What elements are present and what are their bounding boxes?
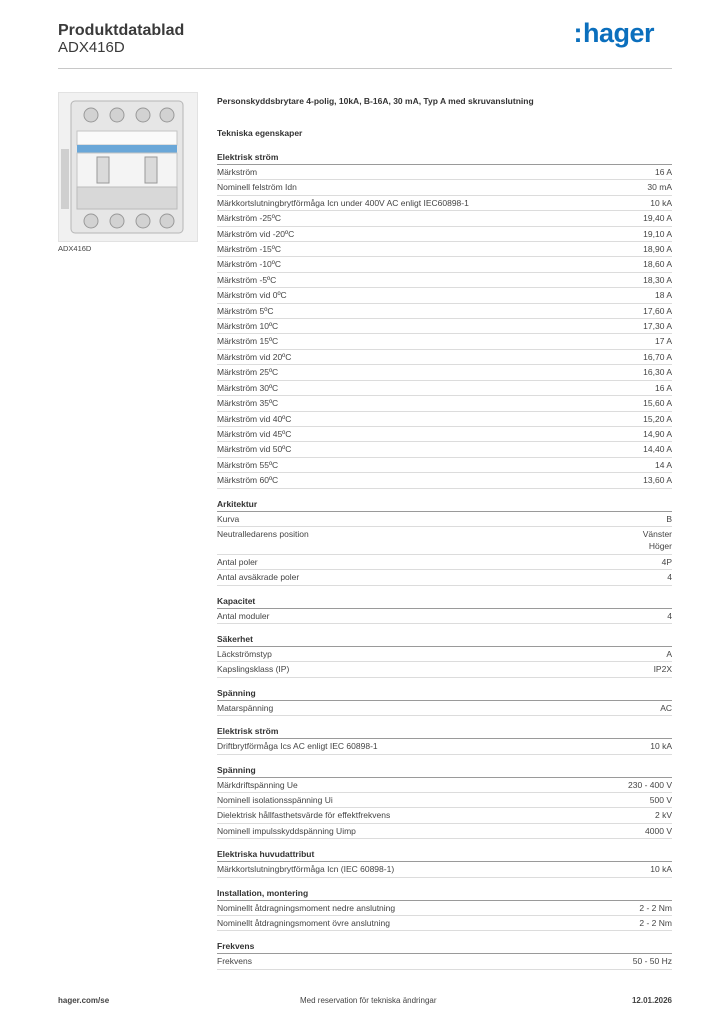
spec-value: 14,90 A [643,428,672,439]
spec-value: 4P [661,556,672,567]
spec-value: 17,30 A [643,321,672,332]
spec-value: 18,60 A [643,259,672,270]
spec-label: Antal poler [217,556,258,567]
spec-content [217,96,672,970]
spec-label: Märkström 5ºC [217,305,274,316]
spec-value: 16 A [654,167,672,177]
spec-label: Matarspänning [217,702,274,713]
spec-value: 19,10 A [643,228,672,239]
spec-row [217,916,672,931]
section-title: Säkerhet [217,634,672,647]
spec-value: AC [660,702,672,713]
spec-row [217,350,672,365]
section-title: Spänning [217,765,672,778]
page-footer [58,996,672,1010]
spec-row [217,458,672,473]
product-description: Personskyddsbrytare 4-polig, 10kA, B-16A, 30 mA, Typ A med skruvanslutning [217,96,534,106]
footer-disclaimer: Med reservation för tekniska ändringar [300,996,437,1005]
spec-label: Märkström 15ºC [217,336,279,347]
spec-value: 50 - 50 Hz [632,956,672,967]
document-title: Produktdatablad [58,22,185,39]
footer-date: 12.01.2026 [631,996,672,1005]
spec-value: B [666,513,672,524]
spec-section [217,765,672,840]
spec-row [217,647,672,662]
spec-value: 30 mA [647,182,672,193]
spec-row [217,862,672,877]
spec-value: 19,40 A [643,213,672,224]
product-code: ADX416D [58,39,125,56]
spec-section [217,596,672,624]
spec-value: 4000 V [645,825,672,836]
spec-label: Märkström vid 45ºC [217,428,292,439]
spec-row [217,165,672,180]
spec-label: Märkkortslutningbrytförmåga Icn (IEC 60898-1) [217,864,395,875]
spec-row [217,257,672,272]
spec-value: Vänster Höger [642,528,672,552]
spec-row [217,365,672,380]
spec-label: Märkström -15ºC [217,244,282,255]
spec-label: Märkström vid 0ºC [217,290,287,301]
spec-value: 17,60 A [643,305,672,316]
spec-label: Nominellt åtdragningsmoment nedre anslutning [217,902,396,913]
spec-value: 18 A [654,290,672,301]
spec-sections [217,152,672,970]
spec-label: Märkström vid -20ºC [217,228,295,239]
spec-row [217,334,672,349]
section-title: Frekvens [217,941,672,954]
image-caption: ADX416D [58,244,92,253]
spec-label: Kapslingsklass (IP) [217,664,290,675]
circuit-breaker-illustration [59,93,197,241]
spec-row [217,412,672,427]
spec-row [217,381,672,396]
spec-label: Märkström 35ºC [217,398,279,409]
section-title: Installation, montering [217,888,672,901]
spec-label: Neutralledarens position [217,528,309,539]
section-title: Kapacitet [217,596,672,609]
spec-row [217,527,672,555]
spec-label: Märkström vid 50ºC [217,444,292,455]
spec-row [217,396,672,411]
spec-row [217,824,672,839]
spec-label: Nominell felström Idn [217,182,297,193]
spec-value: 16,70 A [643,351,672,362]
spec-value: 17 A [654,336,672,347]
spec-value: 2 - 2 Nm [639,902,672,913]
spec-label: Nominellt åtdragningsmoment övre anslutning [217,918,390,929]
spec-value: 16 A [654,382,672,393]
spec-value: 10 kA [650,864,672,875]
spec-label: Märkström 25ºC [217,367,279,378]
spec-value: 2 - 2 Nm [639,918,672,929]
spec-row [217,288,672,303]
spec-section [217,152,672,489]
spec-label: Antal avsäkrade poler [217,572,300,583]
spec-value: 10 kA [650,741,672,752]
spec-row [217,570,672,585]
spec-section [217,726,672,754]
spec-label: Dielektrisk hållfasthetsvärde för effektfrekvens [217,810,391,821]
spec-label: Märkström 55ºC [217,459,279,470]
spec-value: 15,20 A [643,413,672,424]
section-title: Arkitektur [217,499,672,512]
spec-row [217,954,672,969]
spec-value: 230 - 400 V [628,779,672,790]
section-title: Elektriska huvudattribut [217,849,672,862]
spec-label: Märkström -25ºC [217,213,282,224]
hager-logo: :hager [573,18,654,48]
spec-value: 500 V [649,795,672,805]
spec-row [217,242,672,257]
spec-row [217,442,672,457]
logo-text: hager [582,18,654,48]
spec-value: 4 [667,572,672,583]
spec-row [217,808,672,823]
spec-label: Märkström vid 20ºC [217,351,292,362]
spec-row [217,273,672,288]
spec-section [217,499,672,586]
spec-label: Märkström [217,167,258,177]
spec-value: 13,60 A [643,475,672,486]
spec-label: Märkström 30ºC [217,382,279,393]
tech-heading: Tekniska egenskaper [217,128,303,138]
spec-row [217,778,672,793]
spec-label: Märkström 60ºC [217,475,279,486]
spec-value: 2 kV [654,810,672,821]
spec-row [217,473,672,488]
spec-label: Driftbrytförmåga Ics AC enligt IEC 60898-1 [217,741,378,752]
spec-section [217,688,672,716]
spec-value: 4 [667,610,672,621]
spec-label: Nominell impulsskyddspänning Uimp [217,825,356,836]
spec-row [217,196,672,211]
spec-label: Nominell isolationsspänning Ui [217,795,333,805]
spec-value: 10 kA [650,197,672,208]
spec-label: Märkkortslutningbrytförmåga Icn under 400V AC enligt IEC60898-1 [217,197,469,208]
spec-value: 15,60 A [643,398,672,409]
section-title: Elektrisk ström [217,726,672,739]
spec-value: 16,30 A [643,367,672,378]
spec-label: Antal moduler [217,610,270,621]
spec-row [217,319,672,334]
spec-value: A [666,648,672,659]
spec-row [217,739,672,754]
product-image [58,92,198,242]
spec-section [217,849,672,877]
spec-label: Märkdriftspänning Ue [217,779,298,790]
spec-section [217,941,672,969]
spec-label: Frekvens [217,956,252,967]
section-title: Spänning [217,688,672,701]
spec-row [217,555,672,570]
spec-row [217,701,672,716]
page-header [58,20,672,69]
spec-row [217,512,672,527]
spec-row [217,211,672,226]
spec-label: Märkström -10ºC [217,259,282,270]
spec-section [217,634,672,678]
spec-row [217,793,672,808]
spec-label: Läckströmstyp [217,648,272,659]
spec-row [217,427,672,442]
spec-label: Märkström -5ºC [217,274,277,285]
spec-label: Märkström 10ºC [217,321,279,332]
spec-value: 18,90 A [643,244,672,255]
spec-value: 18,30 A [643,274,672,285]
spec-row [217,662,672,677]
spec-row [217,901,672,916]
spec-value: 14 A [654,459,672,470]
footer-website: hager.com/se [58,996,110,1005]
spec-label: Märkström vid 40ºC [217,413,292,424]
spec-row [217,227,672,242]
section-title: Elektrisk ström [217,152,672,165]
spec-section [217,888,672,932]
spec-value: IP2X [653,664,672,675]
spec-value: 14,40 A [643,444,672,455]
spec-row [217,180,672,195]
spec-label: Kurva [217,513,240,524]
spec-row [217,304,672,319]
spec-row [217,609,672,624]
